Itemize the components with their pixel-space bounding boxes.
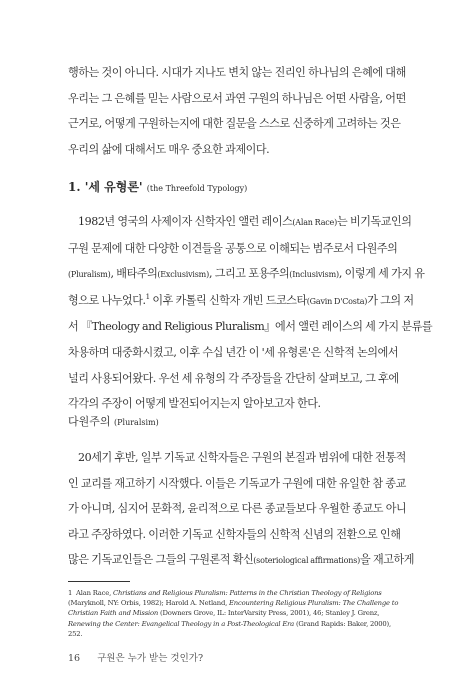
- footnote-text: Harold A. Netland,: [165, 599, 230, 608]
- footnote-marker[interactable]: 1: [145, 292, 150, 301]
- section-heading-title: 1. '세 유형론': [68, 180, 143, 194]
- footnote-title: Renewing the Center: Evangelical Theology in a Post-Theological Era: [68, 619, 295, 628]
- text-line: [68, 288, 414, 315]
- text-run: 형으로 나누었다.: [68, 293, 146, 307]
- section-heading-english: (the Threefold Typology): [146, 184, 248, 193]
- running-title: 구원은 누가 받는 것인가?: [97, 653, 204, 664]
- footnote-number: 1: [68, 589, 73, 597]
- subsection-heading-english: (Pluralsim): [114, 418, 159, 427]
- text-line: [68, 261, 425, 288]
- subsection-heading: [68, 413, 159, 429]
- text-line: 가 아니며, 심지어 문화적, 윤리적으로 다른 종교들보다 우월한 종교도 아니: [68, 502, 407, 516]
- footnote-title: Christians and Religious Pluralism: Patterns in the Christian Theology of Religions: [113, 589, 382, 597]
- footnote-divider: [68, 581, 130, 582]
- footnote-text: (Grand Rapids: Baker, 2000), 252.: [68, 619, 391, 638]
- page-footer: [68, 650, 203, 664]
- text-run: , 배타주의: [110, 267, 158, 281]
- text-line: 우리의 삶에 대해서도 매우 중요한 과제이다.: [68, 142, 270, 156]
- footnote-text: (Downers Grove, IL: InterVarsity Press, 2001), 46;: [158, 609, 326, 618]
- text-run: 을 재고하게: [360, 553, 415, 567]
- text-line: 서 『Theology and Religious Pluralism』에서 앨런 레이스의 세 가지 분류를: [68, 320, 433, 334]
- text-line: 인 교리를 재고하기 시작했다. 이들은 기독교가 구원에 대한 유일한 참 종교: [68, 476, 406, 490]
- text-line: 근거로, 어떻게 구원하는지에 대한 질문을 스스로 신중하게 고려하는 것은: [68, 117, 401, 131]
- page-number: 16: [68, 653, 81, 664]
- text-run: , 이렇게 세 가지 유: [338, 267, 425, 281]
- footnote: [68, 588, 406, 639]
- text-run: 많은 기독교인들은 그들의 구원론적 확신: [68, 553, 254, 567]
- text-line: [68, 209, 412, 236]
- section-heading: [68, 178, 247, 195]
- text-run-english: (Pluralism): [68, 270, 111, 280]
- paragraph-3: [68, 445, 415, 574]
- text-run-english: (Inclusivism): [289, 270, 339, 280]
- footnote-text: (Maryknoll, NY: Orbis, 1982);: [68, 599, 166, 608]
- text-run-english: (Alan Race): [292, 218, 337, 227]
- paragraph-2: [68, 209, 433, 417]
- text-line: 차용하며 대중화시켰고, 이후 수십 년간 이 '세 유형론'은 신학적 논의에서: [68, 345, 399, 359]
- text-line: 우리는 그 은혜를 믿는 사람으로서 과연 구원의 하나님은 어떤 사람을, 어떤: [68, 91, 406, 105]
- footnote-text: Alan Race,: [76, 589, 113, 597]
- text-run-english: (Exclusivism): [157, 270, 209, 280]
- text-run: 는 비기독교인의: [337, 215, 412, 228]
- text-run: 이후 카톨릭 신학자 개빈 드코스타: [149, 293, 307, 307]
- subsection-heading-title: 다원주의: [68, 415, 111, 428]
- text-run: , 그리고 포용주의: [209, 267, 290, 281]
- text-run: 1982년 영국의 사제이자 신학자인 앨런 레이스: [78, 215, 293, 228]
- text-run: 가 그의 저: [367, 293, 414, 307]
- text-line: 널리 사용되어왔다. 우선 세 유형의 각 주장들을 간단히 살펴보고, 그 후에: [68, 371, 399, 385]
- paragraph-1: [68, 60, 406, 162]
- footnote-title: Encountering Religious Pluralism: The Challenge to Christian Faith and Mission: [68, 599, 399, 618]
- text-line: 행하는 것이 아니다. 시대가 지나도 변치 않는 진리인 하나님의 은혜에 대해: [68, 66, 406, 79]
- text-run-english: (Gavin D'Costa): [306, 296, 368, 306]
- text-line: 20세기 후반, 일부 기독교 신학자들은 구원의 본질과 범위에 대한 전통적: [78, 451, 406, 464]
- text-line: [68, 547, 415, 574]
- text-line: 라고 주장하였다. 이러한 기독교 신학자들의 신학적 신념의 전환으로 인해: [68, 527, 401, 541]
- text-line: 각각의 주장이 어떻게 발전되어지는지 알아보고자 한다.: [68, 397, 321, 411]
- text-run-english: (soteriological affirmations): [253, 556, 361, 566]
- footnote-text: Stanley J. Grenz,: [325, 609, 380, 618]
- text-line: 구원 문제에 대한 다양한 이견들을 공통으로 이해되는 범주로서 다원주의: [68, 241, 398, 255]
